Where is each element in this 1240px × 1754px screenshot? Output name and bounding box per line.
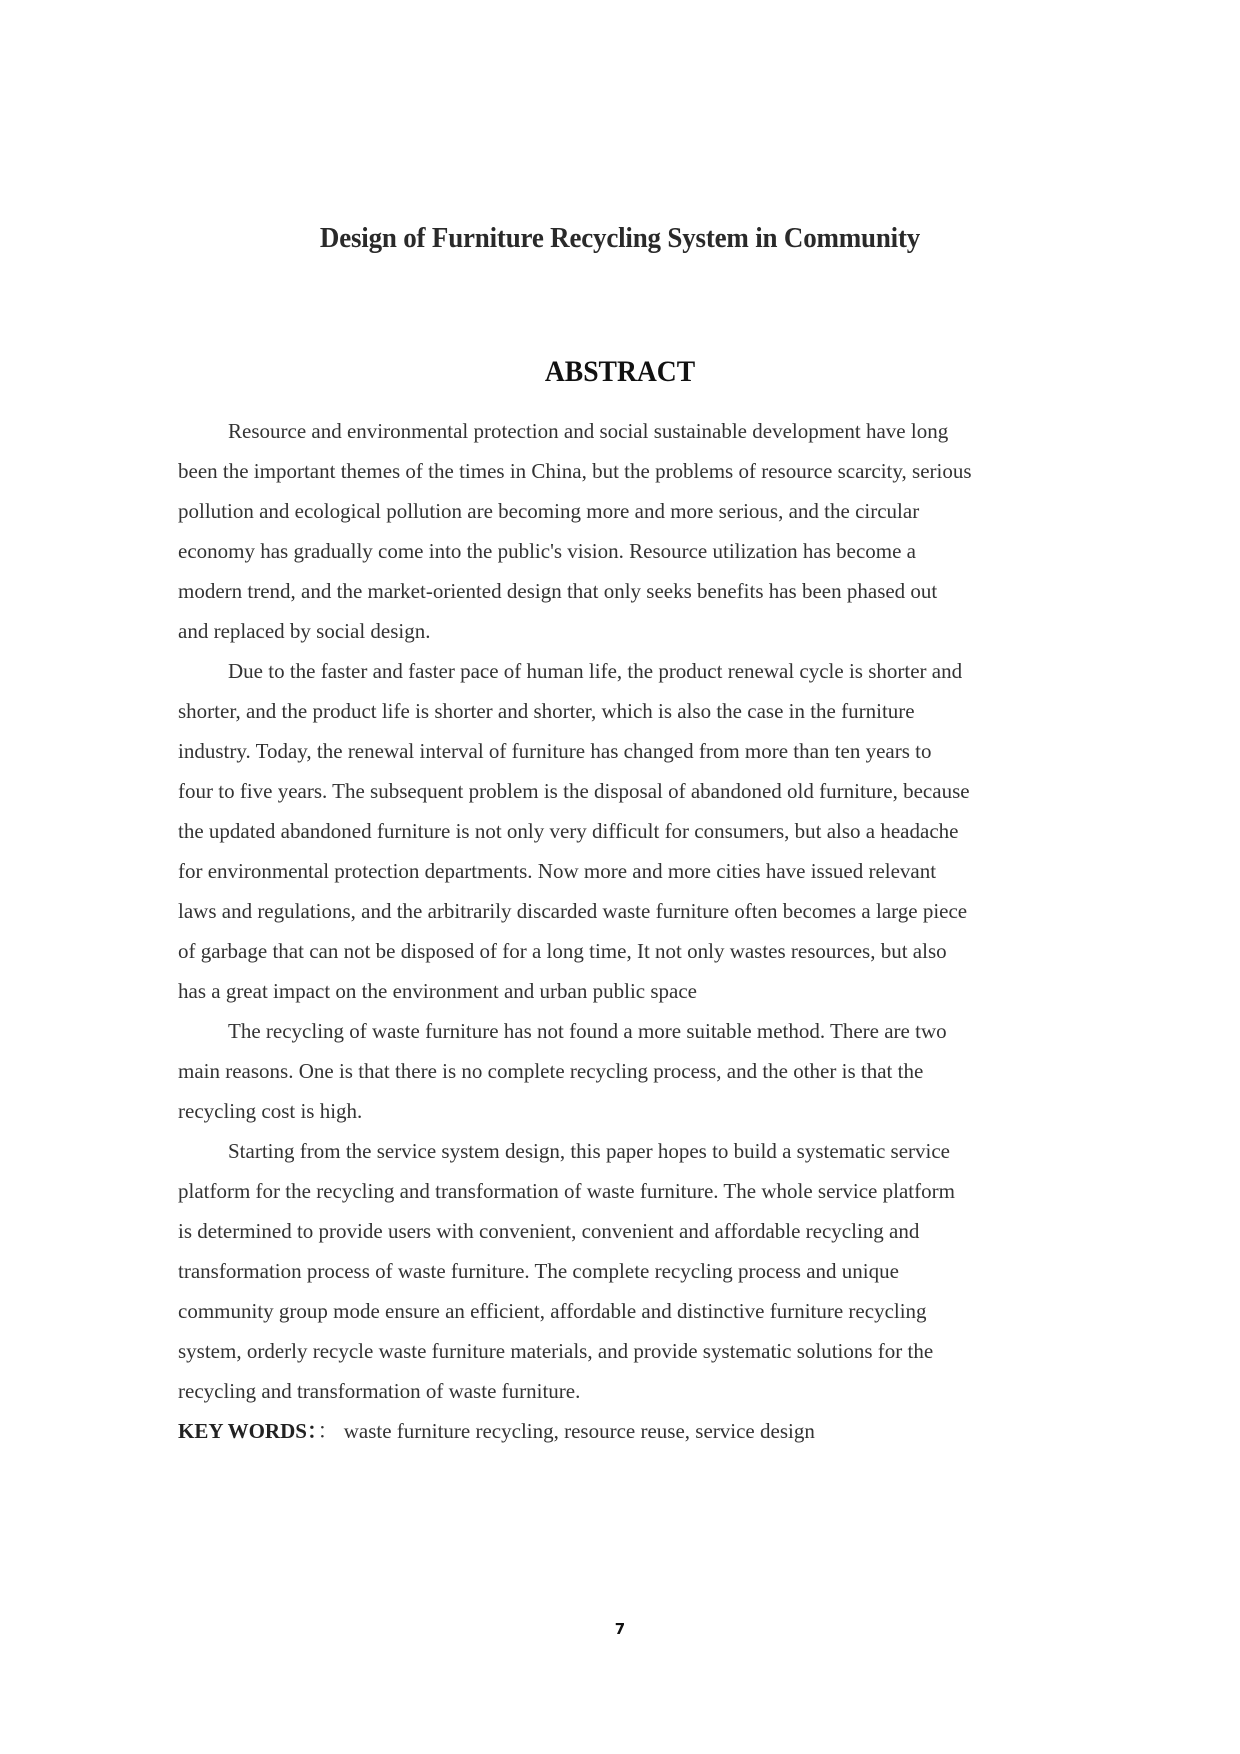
abstract-paragraph-4 bbox=[178, 1131, 1128, 1411]
abstract-heading: ABSTRACT bbox=[544, 355, 696, 388]
keywords-value: ： waste furniture recycling, resource reuse, service design bbox=[317, 1419, 815, 1443]
text-line: Due to the faster and faster pace of human life, the product renewal cycle is shorter and bbox=[228, 659, 963, 683]
text-line: Resource and environmental protection and social sustainable development have long bbox=[228, 419, 949, 443]
keywords-label: KEY WORDS： bbox=[178, 1419, 318, 1443]
text-line: pollution and ecological pollution are becoming more and more serious, and the circular bbox=[178, 499, 920, 523]
text-line: platform for the recycling and transformation of waste furniture. The whole service platform bbox=[178, 1179, 955, 1203]
page-number: 7 bbox=[614, 1620, 626, 1638]
text-line: has a great impact on the environment and urban public space bbox=[178, 979, 697, 1003]
abstract-paragraph-2 bbox=[178, 651, 1128, 1011]
abstract-paragraph-3 bbox=[178, 1011, 1128, 1131]
text-line: economy has gradually come into the public's vision. Resource utilization has become a bbox=[178, 539, 917, 563]
text-line: is determined to provide users with convenient, convenient and affordable recycling and bbox=[178, 1219, 920, 1243]
text-line: Starting from the service system design, this paper hopes to build a systematic service bbox=[228, 1139, 950, 1163]
text-line: laws and regulations, and the arbitrarily discarded waste furniture often becomes a large piece bbox=[178, 899, 968, 923]
text-line: industry. Today, the renewal interval of furniture has changed from more than ten years to bbox=[178, 739, 932, 763]
text-line: community group mode ensure an efficient, affordable and distinctive furniture recycling bbox=[178, 1299, 927, 1323]
text-line: four to five years. The subsequent problem is the disposal of abandoned old furniture, because bbox=[178, 779, 970, 803]
text-line: recycling cost is high. bbox=[178, 1099, 363, 1123]
text-line: of garbage that can not be disposed of for a long time, It not only wastes resources, but also bbox=[178, 939, 947, 963]
document-title: Design of Furniture Recycling System in Community bbox=[319, 222, 921, 254]
abstract-paragraph-1 bbox=[178, 411, 1128, 651]
text-line: the updated abandoned furniture is not only very difficult for consumers, but also a headache bbox=[178, 819, 959, 843]
text-line: main reasons. One is that there is no complete recycling process, and the other is that the bbox=[178, 1059, 924, 1083]
abstract-body bbox=[178, 411, 1128, 1451]
text-line: transformation process of waste furniture. The complete recycling process and unique bbox=[178, 1259, 899, 1283]
text-line: modern trend, and the market-oriented design that only seeks benefits has been phased out bbox=[178, 579, 938, 603]
keywords-line bbox=[178, 1411, 1128, 1451]
text-line: recycling and transformation of waste furniture. bbox=[178, 1379, 581, 1403]
text-line: and replaced by social design. bbox=[178, 619, 431, 643]
text-line: The recycling of waste furniture has not found a more suitable method. There are two bbox=[228, 1019, 947, 1043]
text-line: been the important themes of the times in China, but the problems of resource scarcity, serious bbox=[178, 459, 972, 483]
text-line: shorter, and the product life is shorter and shorter, which is also the case in the furniture bbox=[178, 699, 915, 723]
text-line: for environmental protection departments. Now more and more cities have issued relevant bbox=[178, 859, 937, 883]
text-line: system, orderly recycle waste furniture materials, and provide systematic solutions for the bbox=[178, 1339, 934, 1363]
